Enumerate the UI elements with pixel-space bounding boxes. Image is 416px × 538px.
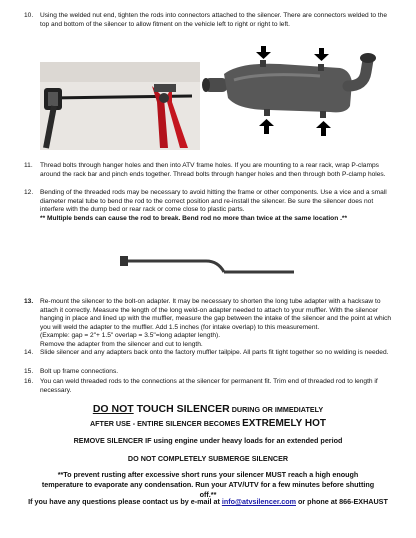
- step-text: Slide silencer and any adapters back onto the factory muffler tailpipe. All parts fit tight together so no welding is needed.: [40, 349, 389, 356]
- during-text: DURING OR IMMEDIATELY: [229, 405, 324, 414]
- bent-rod-photo: [120, 252, 296, 282]
- warning-line-3: REMOVE SILENCER IF using engine under heavy loads for an extended period: [73, 436, 343, 445]
- arrow-up-icon: [259, 119, 274, 134]
- silencer-diagram: [200, 46, 385, 152]
- step-11: [24, 162, 396, 179]
- step-number: 13.: [24, 298, 34, 305]
- contact-prefix: If you have any questions please contact us by e-mail at: [28, 497, 222, 506]
- email-link[interactable]: info@atvsilencer.com: [221, 497, 296, 506]
- contact-line: [0, 497, 416, 506]
- arrow-down-icon: [314, 48, 329, 61]
- step-number: 11.: [24, 162, 33, 169]
- arrow-down-icon: [256, 46, 271, 59]
- step-warning: ** Multiple bends can cause the rod to break. Bend rod no more than twice at the same location .**: [40, 214, 348, 222]
- do-not-text: DO NOT: [92, 403, 134, 415]
- wrench-photo: [40, 62, 200, 150]
- step-12: [24, 189, 396, 223]
- arrow-up-icon: [316, 121, 331, 136]
- step-text: You can weld threaded rods to the connections at the silencer for permanent fit. Trim end of threaded rod to length if necessary.: [40, 378, 378, 394]
- step-13: [24, 298, 396, 350]
- contact-suffix: or phone at 866-EXHAUST: [296, 497, 388, 506]
- warning-line-5: **To prevent rusting after excessive short runs your silencer MUST reach a high enough temperature to evaporate any condensation. Run your ATV/UTV for a few minutes before shutting off.**: [41, 470, 375, 499]
- after-use-text: AFTER USE - ENTIRE SILENCER BECOMES: [89, 419, 243, 428]
- step-text: Bolt up frame connections.: [40, 368, 119, 375]
- warning-line-4: DO NOT COMPLETELY SUBMERGE SILENCER: [127, 454, 289, 463]
- step-text: Thread bolts through hanger holes and then into ATV frame holes. If you are mounting to a rear rack, wrap P-clamps around the rack bar and pinch ends together. Thread bolts through hanger holes and then through both P-clamp holes.: [40, 162, 386, 178]
- warning-line-1: [0, 404, 416, 415]
- step-16: [24, 378, 396, 395]
- step-extra: Remove the adapter from the silencer and cut to length.: [40, 340, 203, 348]
- extremely-hot-text: EXTREMELY HOT: [242, 418, 327, 429]
- touch-silencer-text: TOUCH SILENCER: [133, 403, 230, 415]
- step-text: Bending of the threaded rods may be necessary to avoid hitting the frame or other components. Use a vice and a small diameter metal tube to bend the rod to the correct position and re-install the silencer. Be sure the silencer does not interfere with the dump bed or rear rack or come close to plastic parts.: [40, 189, 387, 214]
- warning-line-2: [0, 418, 416, 429]
- step-text: Using the welded nut end, tighten the rods into connectors attached to the silencer. There are connectors welded to the top and bottom of the silencer to allow fitment on the vehicle left to right or right to left.: [40, 12, 388, 28]
- step-number: 12.: [24, 189, 34, 196]
- step-15: [24, 368, 396, 377]
- step-number: 15.: [24, 368, 34, 375]
- step-10: [24, 12, 396, 29]
- step-14: [24, 349, 396, 358]
- step-number: 16.: [24, 378, 34, 385]
- step-number: 14.: [24, 349, 34, 356]
- step-text: Re-mount the silencer to the bolt-on adapter. It may be necessary to shorten the long tube adapter with a hacksaw to attach it correctly. Measure the length of the long weld-on adapter needed to attach to your muffler. With the silencer hanging in place and lined up with the muffler, measure the gap between the intake of the silencer and the point at which you will weld the adapter to the muffler. Add 1.5 inches (for intake overlap) to this measurement.: [40, 298, 392, 331]
- step-number: 10.: [24, 12, 34, 19]
- step-example: (Example: gap = 2"+ 1.5" overlap = 3.5"=long adapter length).: [40, 332, 221, 340]
